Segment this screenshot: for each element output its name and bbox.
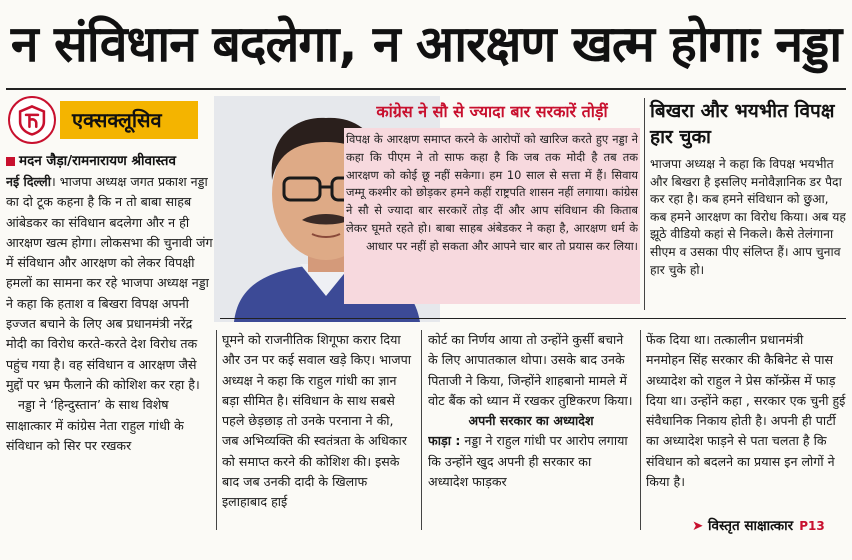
column-divider-1 (216, 330, 217, 530)
column-3-paragraph-2: नड्डा ने राहुल गांधी पर आरोप लगाया कि उन्होंने खुद अपनी ही सरकार का अध्यादेश फाड़कर (428, 433, 628, 490)
arrow-right-icon: ➤ (692, 518, 704, 534)
continuation-page: P13 (799, 519, 825, 533)
article-column-1 (6, 172, 214, 530)
article-column-3 (428, 330, 634, 530)
column-3-paragraph-1: कोर्ट का निर्णय आया तो उन्होंने कुर्सी बचाने के लिए आपातकाल थोपा। उसके बाद उनके पिताजी ने किया, जिन्होंने शाहबानो मामले में वोट बैंक को ध्यान में रखकर तुष्टिकरण किया। (428, 332, 633, 408)
byline (6, 151, 216, 171)
highlight-box-text: विपक्ष के आरक्षण समाप्त करने के आरोपों को खारिज करते हुए नड्डा ने कहा कि पीएम ने तो साफ कहा है कि जब तक मोदी है तब तक आरक्षण को कोई छू नहीं सकेगा। हम 10 साल से सत्ता में हैं। सिवाय जम्मू कश्मीर को छोड़कर हमने कहीं राष्ट्रपति शासन नहीं लगाया। कांग्रेस ने सौ से ज्यादा बार सरकारें तोड़ दीं और आप संविधान की किताब लेकर घूमते रहते हो। बाबा साहब अंबेडकर ने कहा है, आरक्षण धर्म के आधार पर नहीं हो सकता और आपने चार बार तो प्रयास कर लिया। (346, 132, 638, 253)
column-divider-3 (640, 330, 641, 530)
sidebar-title: बिखरा और भयभीत विपक्ष हार चुका (650, 100, 835, 148)
dateline: नई दिल्ली (6, 174, 51, 189)
headline: न संविधान बदलेगा, न आरक्षण खत्म होगाः नड्डा (10, 15, 842, 73)
column-1-text: । भाजपा अध्यक्ष जगत प्रकाश नड्डा का दो टूक कहना है कि न तो बाबा साहब आंबेडकर का संविधान बदलेगा और न ही आरक्षण खत्म होगा। लोकसभा की चुनावी जंग में संविधान और आरक्षण को लेकर विपक्षी हमलों का सामना कर रहे भाजपा अध्यक्ष नड्डा ने कहा कि हताश व बिखरा विपक्ष अपनी इज्जत बचाने के लिए अब प्रधानमंत्री नरेंद्र मोदी का विरोध करते-करते देश विरोध तक पहुंच गया है। वह संविधान व आरक्षण जैसे मुद्दों पर भ्रम फैलाने की कोशिश कर रहा है। (6, 174, 213, 392)
article-column-4: फेंक दिया था। तत्कालीन प्रधानमंत्री मनमोहन सिंह सरकार की कैबिनेट से पास अध्यादेश को राहुल ने प्रेस कॉन्फ्रेंस में फाड़ दिया था। उन्होंने कहा , सरकार एक चुनी हुई संवैधानिक निकाय होती है। अपनी ही पार्टी का अध्यादेश फाड़ने से पता चलता है कि संविधान को बदलने का प्रयास इन लोगों ने किया है। (646, 332, 846, 490)
sidebar-divider (644, 98, 645, 310)
highlight-box-title: कांग्रेस ने सौ से ज्यादा बार सरकारें तोड़ीं (376, 102, 608, 121)
exclusive-badge: एक्सक्लूसिव (60, 101, 198, 139)
column-3-lead: फाड़ा : (428, 433, 461, 449)
continuation-label: विस्तृत साक्षात्कार (708, 518, 794, 534)
column-1-paragraph-2: नड्डा ने ‘हिन्दुस्तान’ के साथ विशेष साक्षात्कार में कांग्रेस नेता राहुल गांधी के संविधान को सिर पर रखकर (6, 397, 184, 453)
byline-marker (6, 157, 15, 166)
article-column-2: घूमने को राजनीतिक शिगूफा करार दिया और उन पर कई सवाल खड़े किए। भाजपा अध्यक्ष ने कहा कि राहुल गांधी का ज्ञान बड़ा सीमित है। संविधान के साथ सबसे पहले छेड़छाड़ तो उनके परनाना ने की, जब अभिव्यक्ति की स्वतंत्रता के अधिकार को समाप्त करने की कोशिश की। इसके बाद जब उनकी दादी के खिलाफ इलाहाबाद हाई (222, 332, 412, 510)
sidebar-text: भाजपा अध्यक्ष ने कहा कि विपक्ष भयभीत और बिखरा है इसलिए मनोवैज्ञानिक डर पैदा कर रहा है। कब हमने संविधान को छुआ, कब हमने आरक्षण का विरोध किया। अब यह झूठे वीडियो कहां से निकले। कैसे तेलंगाना सीएम व उसका पीए संलिप्त हैं। आप चुनाव हार चुके हो। (650, 157, 846, 277)
column-divider-2 (421, 330, 422, 530)
headline-rule (6, 88, 846, 90)
byline-text: मदन जैड़ा/रामनारायण श्रीवास्तव (19, 153, 176, 169)
continuation-link[interactable] (692, 514, 848, 538)
hindustan-logo-icon (8, 96, 56, 144)
column-3-subhead: अपनी सरकार का अध्यादेश (468, 413, 594, 429)
lower-section-rule (220, 318, 846, 319)
